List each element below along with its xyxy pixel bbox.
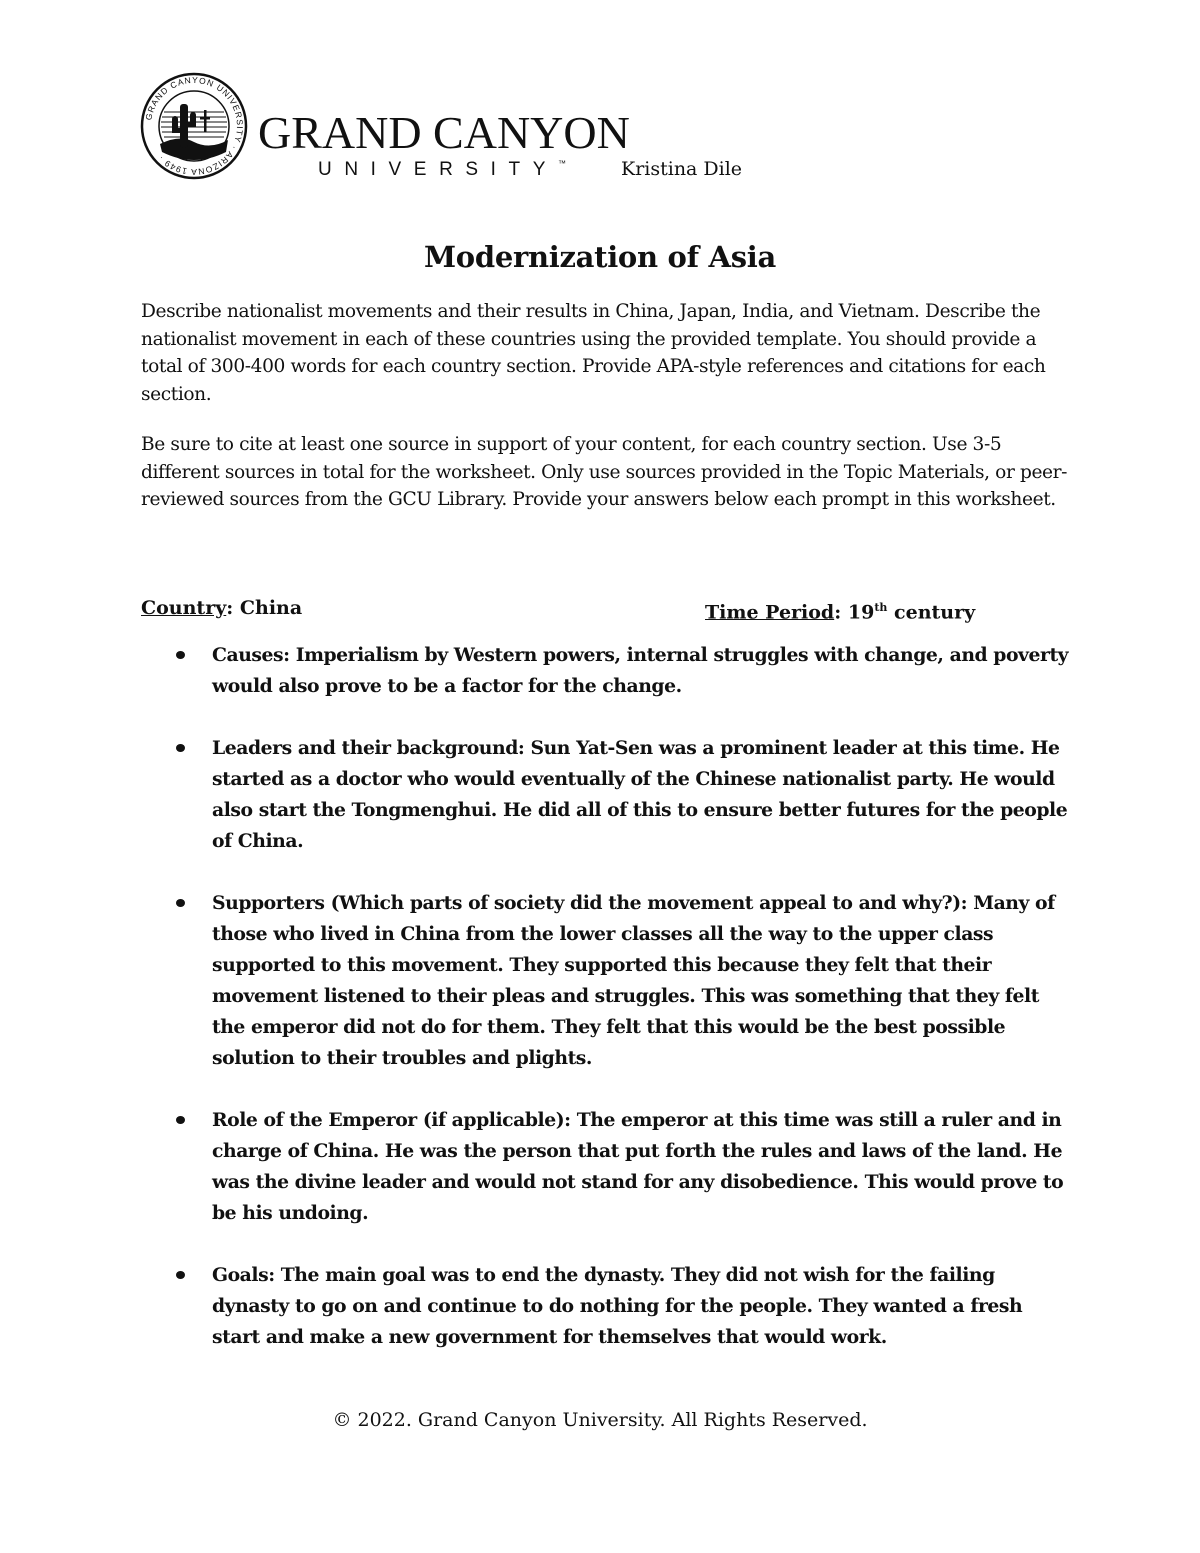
trademark-symbol: ™ [558, 159, 567, 168]
time-period-label: Time Period [705, 601, 835, 624]
intro-paragraph: Describe nationalist movements and their results in China, Japan, India, and Vietnam. Describe the nationalist movement in each of these countries using the provided template. You should provide a total of 300-400 words for each country section. Provide APA-style references and citations for each section. [141, 301, 1046, 405]
bullet-icon [176, 1116, 185, 1124]
time-period-field: Time Period: 19th century [705, 601, 976, 624]
list-item-text: Leaders and their background: Sun Yat-Sen was a prominent leader at this time. He started as a doctor who would eventually of the Chinese nationalist party. He would also start the Tongmenghui. He did all of this to ensure better futures for the people of China. [212, 737, 1068, 852]
wordmark-grand-canyon: GRAND CANYON [258, 107, 630, 158]
list-item [141, 1260, 1071, 1353]
list-item-text: Role of the Emperor (if applicable): The emperor at this time was still a ruler and in charge of China. He was the person that put forth the rules and laws of the land. He was the divine leader and would not stand for any disobedience. This would prove to be his undoing. [212, 1109, 1064, 1224]
prompt-list [141, 640, 1071, 1384]
page-title: Modernization of Asia [424, 240, 776, 274]
country-label: Country [141, 597, 227, 619]
list-item-text: Goals: The main goal was to end the dynasty. They did not wish for the failing dynasty to go on and continue to do nothing for the people. They wanted a fresh start and make a new government for themselves that would work. [212, 1264, 1023, 1348]
list-item [141, 640, 1071, 702]
copyright-footer: © 2022. Grand Canyon University. All Rights Reserved. [332, 1409, 868, 1431]
list-item-text: Supporters (Which parts of society did the movement appeal to and why?): Many of those who lived in China from the lower classes all the way to the upper class supported to this movement. They supported this because they felt that their movement listened to their pleas and struggles. This was something that they felt the emperor did not do for them. They felt that this would be the best possible solution to their troubles and plights. [212, 892, 1055, 1069]
country-value: China [239, 597, 303, 619]
svg-text:GRAND CANYON UNIVERSITY · ARIZ: GRAND CANYON UNIVERSITY · ARIZONA 1949 · [143, 74, 246, 178]
bullet-icon [176, 899, 185, 907]
list-item [141, 888, 1071, 1074]
time-period-suffix: th [874, 601, 888, 614]
bullet-icon [176, 1271, 185, 1279]
sources-paragraph: Be sure to cite at least one source in support of your content, for each country section. Use 3-5 different sources in total for the worksheet. Only use sources provided in the Topic Materials, or peer-reviewed sources from the GCU Library. Provide your answers below each prompt in this worksheet. [141, 434, 1068, 510]
time-period-word: century [894, 601, 976, 624]
wordmark-university [318, 160, 566, 179]
author-name: Kristina Dile [621, 158, 743, 180]
bullet-icon [176, 744, 185, 752]
wordmark-university-text: UNIVERSITY [318, 159, 559, 180]
university-seal-icon [140, 72, 248, 180]
list-item [141, 1105, 1071, 1229]
country-field: Country: China [141, 597, 303, 619]
list-item-text: Causes: Imperialism by Western powers, internal struggles with change, and poverty would also prove to be a factor for the change. [212, 644, 1069, 697]
list-item [141, 733, 1071, 857]
university-logo [140, 72, 630, 182]
time-period-number: 19 [847, 601, 875, 624]
bullet-icon [176, 651, 185, 659]
